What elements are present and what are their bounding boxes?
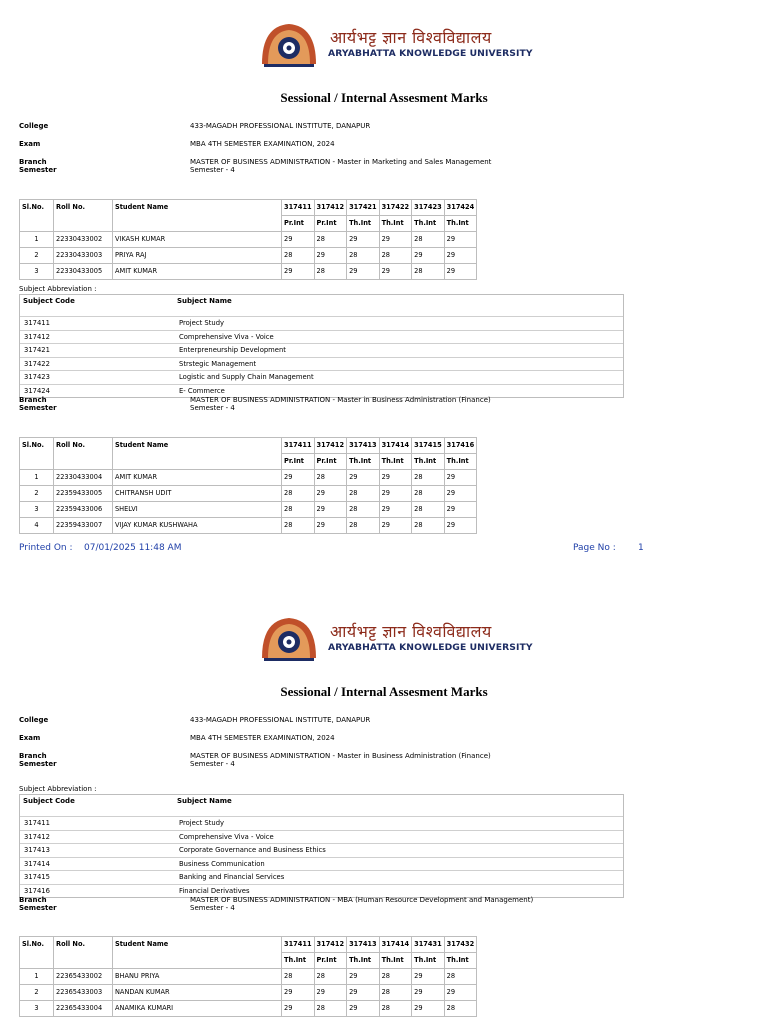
branch-value: MASTER OF BUSINESS ADMINISTRATION - Master in Business Administration (Finance): [190, 752, 491, 760]
roll-no-cell: 22359433005: [54, 486, 113, 502]
marks-cell: 28: [282, 248, 315, 264]
university-name-hindi: आर्यभट्ट ज्ञान विश्वविद्यालय: [330, 28, 492, 47]
list-item: [20, 830, 623, 844]
subject-name: Corporate Governance and Business Ethics: [179, 846, 326, 854]
roll-no-cell: 22330433004: [54, 470, 113, 486]
table-row: [20, 264, 477, 280]
subject-code: 317423: [24, 373, 50, 381]
marks-table: [19, 936, 477, 1017]
marks-cell: 28: [314, 969, 347, 985]
marks-cell: 29: [444, 518, 477, 534]
subject-code-header: 317414: [379, 438, 412, 454]
marks-type-header: Pr.Int: [282, 454, 315, 470]
subject-name: Logistic and Supply Chain Management: [179, 373, 314, 381]
table-row: [20, 248, 477, 264]
marks-cell: 29: [314, 985, 347, 1001]
marks-cell: 28: [347, 502, 380, 518]
marks-type-header: Pr.Int: [282, 216, 315, 232]
sl-no-header: Sl.No.: [20, 438, 54, 470]
marks-cell: 28: [314, 232, 347, 248]
marks-cell: 28: [314, 470, 347, 486]
student-name-header: Student Name: [113, 937, 282, 969]
roll-no-header: Roll No.: [54, 200, 113, 232]
marks-cell: 28: [314, 1001, 347, 1017]
marks-type-header: Th.Int: [379, 216, 412, 232]
student-name-header: Student Name: [113, 200, 282, 232]
subject-name: Comprehensive Viva - Voice: [179, 332, 274, 341]
subject-abbreviation-label: Subject Abbreviation :: [19, 285, 97, 293]
subject-abbreviation-label: Subject Abbreviation :: [19, 785, 97, 793]
roll-no-cell: 22330433005: [54, 264, 113, 280]
subject-code-header: 317423: [412, 200, 445, 216]
college-label: College: [19, 122, 49, 130]
marks-cell: 29: [412, 248, 445, 264]
marks-cell: 29: [412, 1001, 445, 1017]
printed-on-value: 07/01/2025 11:48 AM: [84, 543, 182, 553]
marks-type-header: Th.Int: [444, 953, 477, 969]
exam-label: Exam: [19, 140, 41, 148]
student-name-cell: BHANU PRIYA: [113, 969, 282, 985]
subject-code: 317421: [24, 346, 50, 354]
printed-on-label: Printed On :: [19, 543, 73, 553]
marks-cell: 29: [347, 470, 380, 486]
marks-cell: 28: [444, 1001, 477, 1017]
roll-no-cell: 22365433003: [54, 985, 113, 1001]
marks-type-header: Th.Int: [282, 953, 315, 969]
student-name-cell: VIJAY KUMAR KUSHWAHA: [113, 518, 282, 534]
semester-value: Semester - 4: [190, 404, 235, 412]
marks-cell: 29: [314, 502, 347, 518]
subject-code: 317416: [24, 886, 50, 895]
marks-cell: 28: [379, 1001, 412, 1017]
marks-type-header: Th.Int: [444, 216, 477, 232]
marks-cell: 28: [412, 502, 445, 518]
sl-no-cell: 1: [20, 969, 54, 985]
roll-no-header: Roll No.: [54, 438, 113, 470]
list-item: [20, 316, 623, 330]
subject-code-header: 317411: [282, 937, 315, 953]
roll-no-header: Roll No.: [54, 937, 113, 969]
marks-cell: 28: [412, 470, 445, 486]
marks-cell: 28: [379, 248, 412, 264]
marks-type-header: Th.Int: [379, 953, 412, 969]
marks-header-row: [20, 438, 477, 454]
marks-cell: 29: [444, 985, 477, 1001]
marks-cell: 29: [379, 518, 412, 534]
university-name-english: ARYABHATTA KNOWLEDGE UNIVERSITY: [328, 642, 533, 653]
university-name-english: ARYABHATTA KNOWLEDGE UNIVERSITY: [328, 48, 533, 59]
student-name-cell: CHITRANSH UDIT: [113, 486, 282, 502]
marks-cell: 29: [444, 486, 477, 502]
college-value: 433-MAGADH PROFESSIONAL INSTITUTE, DANAPUR: [190, 122, 371, 130]
college-value: 433-MAGADH PROFESSIONAL INSTITUTE, DANAPUR: [190, 716, 371, 724]
subject-name: Strstegic Management: [179, 359, 257, 368]
marks-cell: 29: [444, 264, 477, 280]
marks-cell: 29: [379, 486, 412, 502]
marks-cell: 29: [282, 985, 315, 1001]
list-item: [20, 370, 623, 384]
list-item: [20, 884, 623, 898]
marks-cell: 28: [412, 264, 445, 280]
university-emblem-icon: [258, 614, 320, 666]
marks-type-header: Th.Int: [412, 454, 445, 470]
subject-code: 317412: [24, 332, 50, 341]
marks-type-header: Th.Int: [347, 454, 380, 470]
marks-header-row: [20, 937, 477, 953]
semester-label: Semester: [19, 904, 57, 912]
sl-no-cell: 1: [20, 232, 54, 248]
marks-cell: 28: [412, 232, 445, 248]
sl-no-cell: 3: [20, 264, 54, 280]
marks-cell: 29: [379, 264, 412, 280]
marks-cell: 29: [282, 470, 315, 486]
list-item: [20, 343, 623, 357]
university-emblem-icon: [258, 20, 320, 72]
roll-no-cell: 22330433002: [54, 232, 113, 248]
subject-name: Project Study: [179, 819, 225, 827]
marks-type-header: Th.Int: [444, 454, 477, 470]
marks-type-header: Pr.Int: [314, 216, 347, 232]
subject-code-header: 317414: [379, 937, 412, 953]
branch-label: Branch: [19, 158, 47, 166]
university-logo: [258, 20, 533, 72]
sl-no-cell: 4: [20, 518, 54, 534]
list-item: [20, 857, 623, 871]
subject-code-header: 317412: [314, 937, 347, 953]
marks-cell: 29: [347, 985, 380, 1001]
subject-code-header: 317424: [444, 200, 477, 216]
marks-cell: 29: [347, 969, 380, 985]
marks-type-header: Pr.Int: [314, 454, 347, 470]
marks-cell: 28: [412, 518, 445, 534]
subject-code-header: 317415: [412, 438, 445, 454]
table-row: [20, 518, 477, 534]
subject-name: Business Communication: [179, 859, 265, 868]
abbr-header-row: [20, 295, 623, 307]
roll-no-cell: 22365433002: [54, 969, 113, 985]
subject-code-header: Subject Code: [23, 297, 75, 305]
marks-cell: 29: [347, 1001, 380, 1017]
roll-no-cell: 22365433004: [54, 1001, 113, 1017]
marks-cell: 29: [314, 518, 347, 534]
subject-code-header: 317412: [314, 438, 347, 454]
marks-cell: 28: [412, 486, 445, 502]
table-row: [20, 486, 477, 502]
sl-no-cell: 2: [20, 985, 54, 1001]
marks-cell: 29: [444, 248, 477, 264]
page-no-label: Page No :: [573, 543, 616, 553]
marks-cell: 28: [379, 985, 412, 1001]
marks-cell: 28: [282, 969, 315, 985]
student-name-cell: NANDAN KUMAR: [113, 985, 282, 1001]
branch-value: MASTER OF BUSINESS ADMINISTRATION - MBA (Human Resource Development and Management): [190, 896, 534, 904]
subject-code: 317413: [24, 846, 50, 854]
roll-no-cell: 22359433007: [54, 518, 113, 534]
subject-code: 317424: [24, 386, 50, 395]
branch-label: Branch: [19, 896, 47, 904]
sl-no-header: Sl.No.: [20, 200, 54, 232]
branch-value: MASTER OF BUSINESS ADMINISTRATION - Master in Business Administration (Finance): [190, 396, 491, 404]
subject-code-header: 317411: [282, 438, 315, 454]
marks-cell: 29: [282, 1001, 315, 1017]
exam-value: MBA 4TH SEMESTER EXAMINATION, 2024: [190, 734, 335, 742]
marks-type-header: Pr.Int: [314, 953, 347, 969]
table-row: [20, 969, 477, 985]
subject-name: Project Study: [179, 319, 225, 327]
list-item: [20, 357, 623, 371]
marks-cell: 28: [314, 264, 347, 280]
table-row: [20, 502, 477, 518]
marks-type-header: Th.Int: [347, 953, 380, 969]
sl-no-header: Sl.No.: [20, 937, 54, 969]
subject-code-header: 317411: [282, 200, 315, 216]
marks-cell: 28: [282, 486, 315, 502]
subject-code: 317412: [24, 832, 50, 841]
college-label: College: [19, 716, 49, 724]
subject-code: 317415: [24, 873, 50, 881]
marks-type-header: Th.Int: [412, 953, 445, 969]
semester-label: Semester: [19, 166, 57, 174]
marks-type-header: Th.Int: [379, 454, 412, 470]
subject-code-header: 317421: [347, 200, 380, 216]
student-name-cell: AMIT KUMAR: [113, 470, 282, 486]
marks-cell: 28: [282, 518, 315, 534]
list-item: [20, 870, 623, 884]
student-name-cell: ANAMIKA KUMARI: [113, 1001, 282, 1017]
sl-no-cell: 2: [20, 248, 54, 264]
marks-cell: 29: [444, 232, 477, 248]
branch-label: Branch: [19, 396, 47, 404]
subject-code-header: 317416: [444, 438, 477, 454]
subject-name: Banking and Financial Services: [179, 873, 285, 881]
sl-no-cell: 2: [20, 486, 54, 502]
student-name-cell: SHELVI: [113, 502, 282, 518]
table-row: [20, 232, 477, 248]
subject-name: Comprehensive Viva - Voice: [179, 832, 274, 841]
marks-cell: 28: [347, 518, 380, 534]
table-row: [20, 470, 477, 486]
table-row: [20, 1001, 477, 1017]
sl-no-cell: 1: [20, 470, 54, 486]
roll-no-cell: 22330433003: [54, 248, 113, 264]
marks-cell: 28: [444, 969, 477, 985]
subject-abbreviation-table: [19, 294, 624, 398]
subject-code-header: 317412: [314, 200, 347, 216]
student-name-cell: VIKASH KUMAR: [113, 232, 282, 248]
subject-name-header: Subject Name: [177, 297, 232, 305]
semester-label: Semester: [19, 404, 57, 412]
marks-cell: 29: [412, 985, 445, 1001]
subject-code: 317422: [24, 359, 50, 368]
marks-type-header: Th.Int: [412, 216, 445, 232]
subject-name: Financial Derivatives: [179, 886, 250, 895]
subject-name-header: Subject Name: [177, 797, 232, 805]
exam-label: Exam: [19, 734, 41, 742]
list-item: [20, 816, 623, 830]
marks-cell: 28: [347, 486, 380, 502]
subject-name: Enterpreneurship Development: [179, 346, 286, 354]
marks-cell: 29: [379, 470, 412, 486]
subject-code-header: Subject Code: [23, 797, 75, 805]
marks-cell: 29: [379, 232, 412, 248]
marks-type-header: Th.Int: [347, 216, 380, 232]
subject-code-header: 317413: [347, 438, 380, 454]
sl-no-cell: 3: [20, 502, 54, 518]
marks-cell: 29: [314, 248, 347, 264]
university-logo: [258, 614, 533, 666]
branch-value: MASTER OF BUSINESS ADMINISTRATION - Master in Marketing and Sales Management: [190, 158, 492, 166]
page-no-value: 1: [638, 543, 644, 553]
subject-code: 317414: [24, 859, 50, 868]
subject-code-header: 317422: [379, 200, 412, 216]
marks-cell: 29: [282, 264, 315, 280]
subject-code: 317411: [24, 819, 50, 827]
marks-cell: 29: [282, 232, 315, 248]
semester-value: Semester - 4: [190, 904, 235, 912]
student-name-header: Student Name: [113, 438, 282, 470]
marks-cell: 28: [282, 502, 315, 518]
semester-value: Semester - 4: [190, 760, 235, 768]
subject-code: 317411: [24, 319, 50, 327]
marks-header-row: [20, 200, 477, 216]
marks-cell: 29: [347, 232, 380, 248]
marks-cell: 29: [444, 502, 477, 518]
marks-cell: 29: [444, 470, 477, 486]
marks-table: [19, 437, 477, 534]
subject-abbreviation-table: [19, 794, 624, 898]
subject-code-header: 317432: [444, 937, 477, 953]
list-item: [20, 843, 623, 857]
sl-no-cell: 3: [20, 1001, 54, 1017]
subject-name: E- Commerce: [179, 386, 225, 395]
marks-table: [19, 199, 477, 280]
student-name-cell: PRIYA RAJ: [113, 248, 282, 264]
page-title: Sessional / Internal Assesment Marks: [280, 90, 488, 105]
semester-label: Semester: [19, 760, 57, 768]
marks-cell: 28: [347, 248, 380, 264]
student-name-cell: AMIT KUMAR: [113, 264, 282, 280]
marks-cell: 29: [412, 969, 445, 985]
subject-code-header: 317431: [412, 937, 445, 953]
marks-cell: 28: [379, 969, 412, 985]
marks-cell: 29: [314, 486, 347, 502]
list-item: [20, 384, 623, 398]
list-item: [20, 330, 623, 344]
subject-code-header: 317413: [347, 937, 380, 953]
page-title: Sessional / Internal Assesment Marks: [280, 684, 488, 699]
university-name-hindi: आर्यभट्ट ज्ञान विश्वविद्यालय: [330, 622, 492, 641]
branch-label: Branch: [19, 752, 47, 760]
semester-value: Semester - 4: [190, 166, 235, 174]
marks-cell: 29: [347, 264, 380, 280]
exam-value: MBA 4TH SEMESTER EXAMINATION, 2024: [190, 140, 335, 148]
roll-no-cell: 22359433006: [54, 502, 113, 518]
table-row: [20, 985, 477, 1001]
abbr-header-row: [20, 795, 623, 807]
marks-cell: 29: [379, 502, 412, 518]
